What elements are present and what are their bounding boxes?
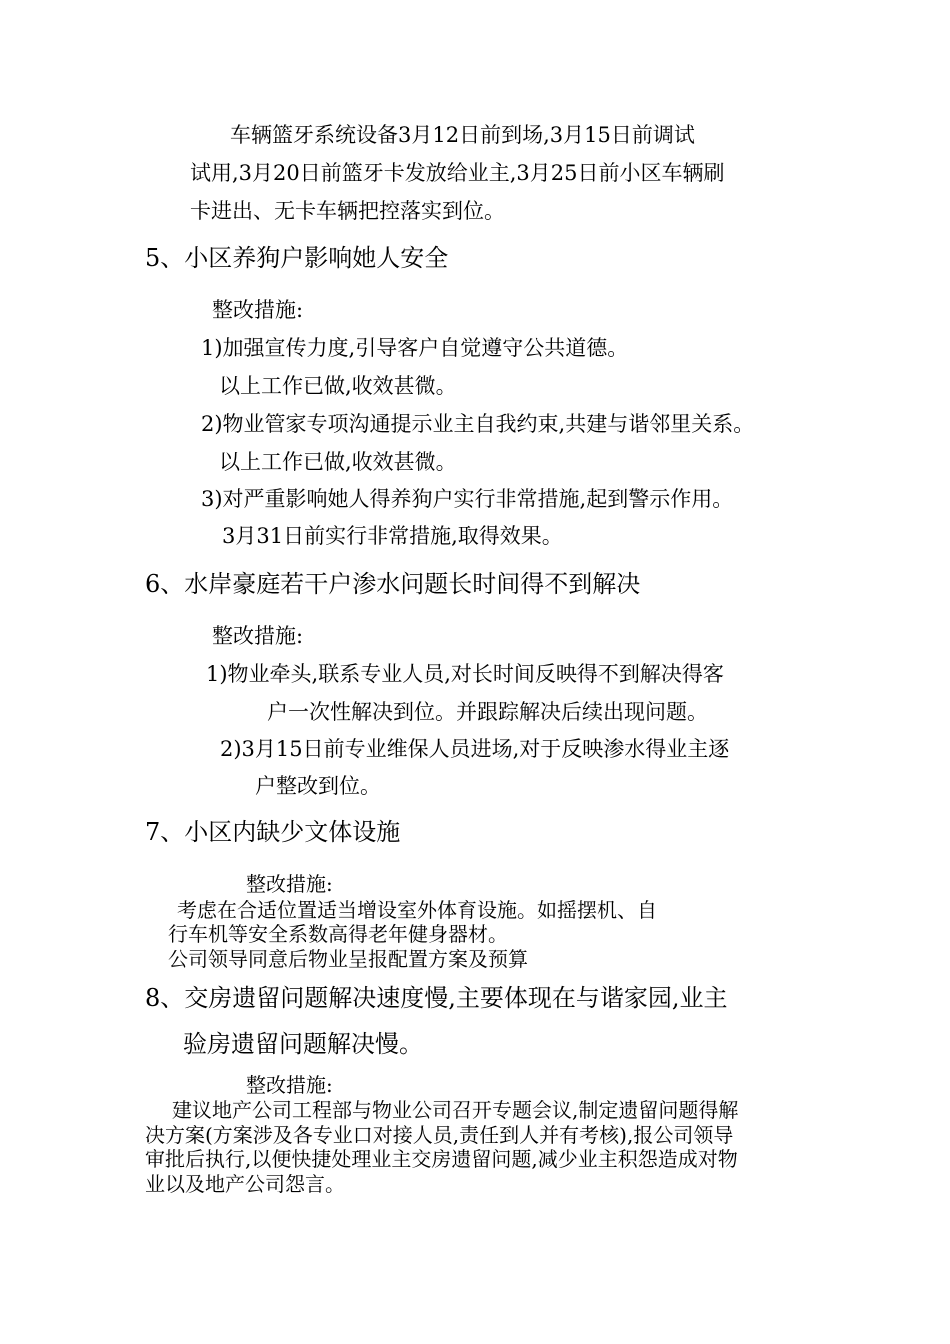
section-7-measures-label: 整改措施: xyxy=(246,872,333,896)
section-6-heading: 6、水岸豪庭若干户渗水问题长时间得不到解决 xyxy=(145,570,641,598)
intro-line-2: 试用,3月20日前篮牙卡发放给业主,3月25日前小区车辆刷 xyxy=(190,161,725,185)
section-5-note-3: 3月31日前实行非常措施,取得效果。 xyxy=(222,524,563,548)
section-5-note-2: 以上工作已做,收效甚微。 xyxy=(219,450,457,474)
section-5-note-1: 以上工作已做,收效甚微。 xyxy=(219,374,457,398)
section-8-measures-label: 整改措施: xyxy=(246,1073,333,1097)
section-6-measures-label: 整改措施: xyxy=(212,624,304,648)
intro-line-3: 卡进出、无卡车辆把控落实到位。 xyxy=(190,199,505,223)
section-8-line-1: 建议地产公司工程部与物业公司召开专题会议,制定遗留问题得解 xyxy=(172,1098,739,1122)
section-7-line-3: 公司领导同意后物业呈报配置方案及预算 xyxy=(168,947,528,971)
section-8-line-3: 审批后执行,以便快捷处理业主交房遗留问题,减少业主积怨造成对物 xyxy=(145,1147,738,1171)
section-7-line-1: 考虑在合适位置适当增设室外体育设施。如摇摆机、自 xyxy=(177,898,657,922)
section-8-line-4: 业以及地产公司怨言。 xyxy=(145,1172,345,1196)
section-5-item-3: 3)对严重影响她人得养狗户实行非常措施,起到警示作用。 xyxy=(201,487,734,511)
section-5-item-2: 2)物业管家专项沟通提示业主自我约束,共建与谐邻里关系。 xyxy=(201,412,755,436)
section-5-measures-label: 整改措施: xyxy=(212,298,304,322)
section-8-heading-line-2: 验房遗留问题解决慢。 xyxy=(183,1030,423,1058)
section-6-item-1-line-2: 户一次性解决到位。并跟踪解决后续出现问题。 xyxy=(267,700,708,724)
section-5-heading: 5、小区养狗户影响她人安全 xyxy=(145,244,449,272)
section-8-line-2: 决方案(方案涉及各专业口对接人员,责任到人并有考核),报公司领导 xyxy=(145,1123,734,1147)
section-6-item-1-line-1: 1)物业牵头,联系专业人员,对长时间反映得不到解决得客 xyxy=(206,662,724,686)
intro-line-1: 车辆篮牙系统设备3月12日前到场,3月15日前调试 xyxy=(230,123,695,147)
section-7-line-2: 行车机等安全系数高得老年健身器材。 xyxy=(168,922,508,946)
section-6-item-2-line-1: 2)3月15日前专业维保人员进场,对于反映渗水得业主逐 xyxy=(220,737,730,761)
section-5-item-1: 1)加强宣传力度,引导客户自觉遵守公共道德。 xyxy=(201,336,629,360)
section-6-item-2-line-2: 户整改到位。 xyxy=(255,774,381,798)
section-8-heading-line-1: 8、交房遗留问题解决速度慢,主要体现在与谐家园,业主 xyxy=(145,984,728,1012)
section-7-heading: 7、小区内缺少文体设施 xyxy=(145,818,401,846)
